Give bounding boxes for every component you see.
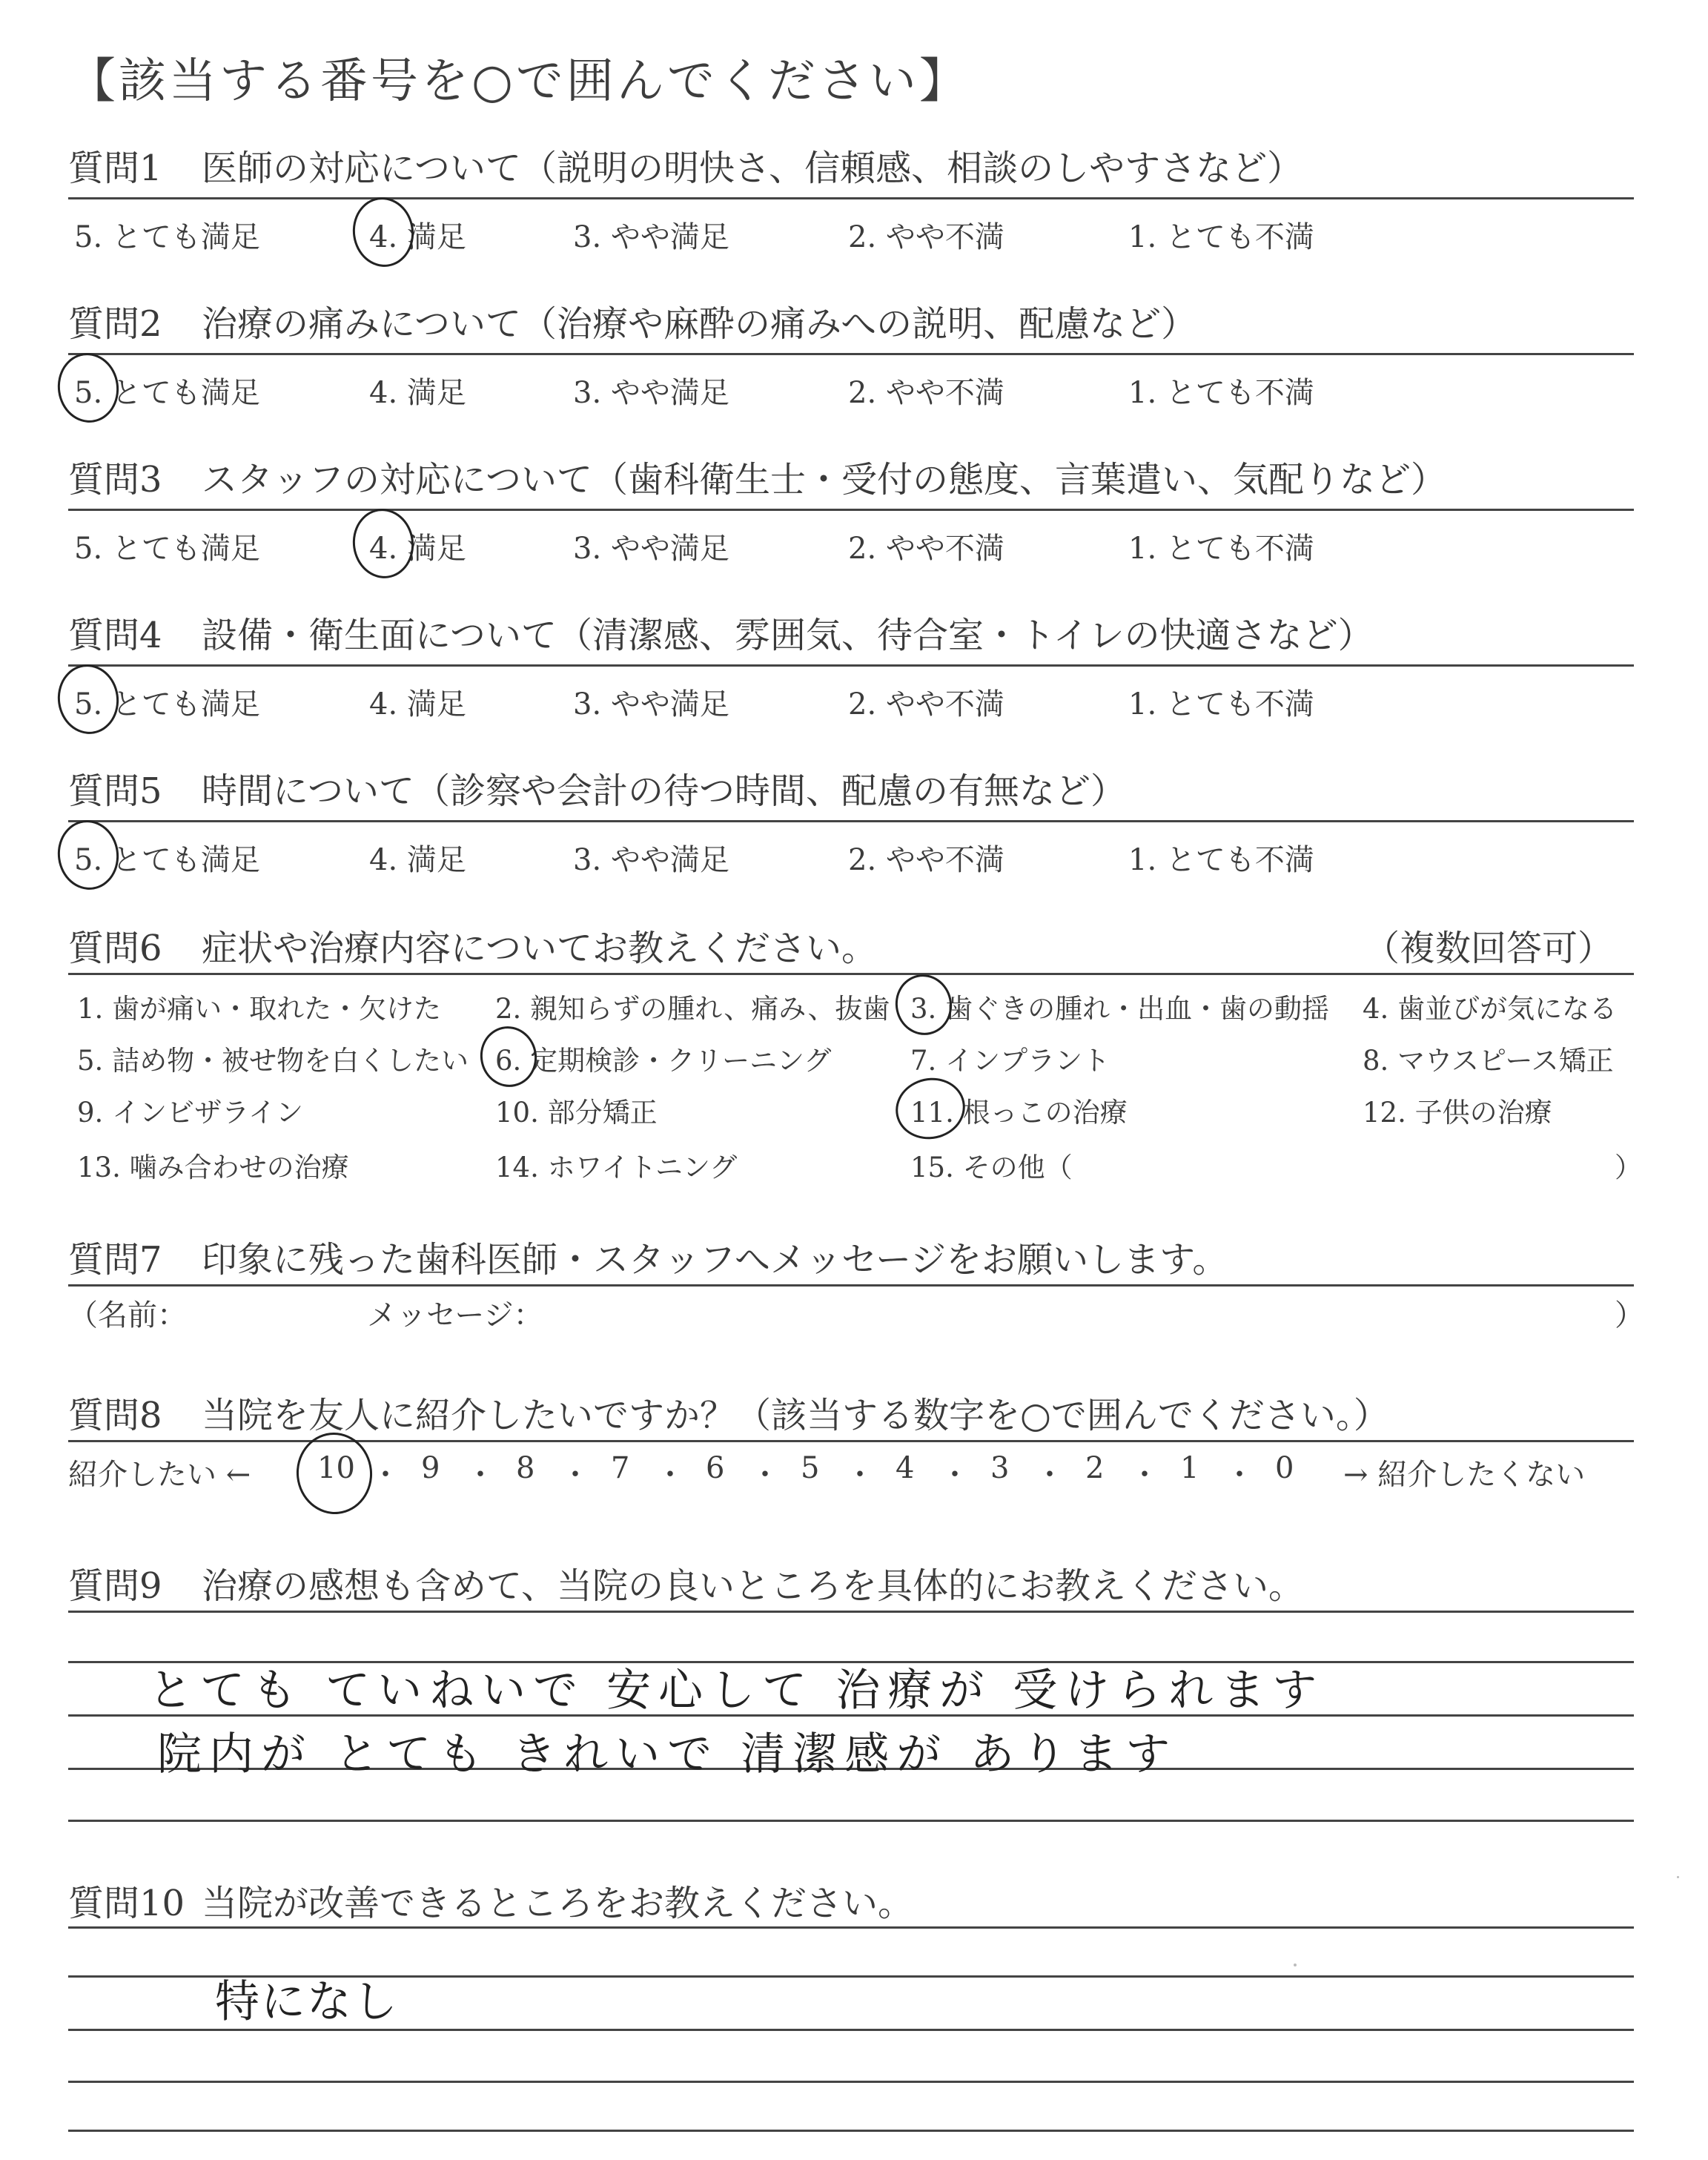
scan-speck (1677, 1876, 1679, 1878)
q6-option-1[interactable]: 1. 歯が痛い・取れた・欠けた (77, 993, 442, 1025)
q8-number: 質問8 (68, 1395, 162, 1436)
q2-option-4[interactable]: 4. 満足 (369, 376, 466, 410)
q6-option-2[interactable]: 2. 親知らずの腫れ、痛み、抜歯 (495, 993, 890, 1025)
q8-separator: ・ (655, 1458, 685, 1492)
q8-scale-6[interactable]: 6 (706, 1451, 725, 1485)
q6-rule (68, 973, 1634, 975)
q6-option-13[interactable]: 13. 噛み合わせの治療 (77, 1152, 349, 1183)
q8-text: 当院を友人に紹介したいですか？（該当する数字を○で囲んでください。） (202, 1395, 1389, 1436)
q5-option-5[interactable]: 5. とても満足 (74, 843, 260, 877)
q7-rule (68, 1284, 1634, 1287)
q8-separator: ・ (940, 1458, 970, 1492)
q6-option-10[interactable]: 10. 部分矯正 (495, 1097, 658, 1129)
q7-message-label: メッセージ： (367, 1298, 543, 1332)
q1-option-1[interactable]: 1. とても不満 (1128, 220, 1314, 254)
q6-option-11[interactable]: 11. 根っこの治療 (910, 1097, 1128, 1129)
q4-option-3[interactable]: 3. やや満足 (573, 687, 729, 721)
q2-number: 質問2 (68, 303, 162, 345)
selection-circle (53, 349, 123, 426)
selection-circle (474, 1021, 542, 1092)
q8-separator: ・ (560, 1458, 590, 1492)
q1-option-3[interactable]: 3. やや満足 (573, 220, 729, 254)
q10-rule-4 (68, 2081, 1634, 2083)
q2-option-2[interactable]: 2. やや不満 (848, 376, 1004, 410)
q6-option-5[interactable]: 5. 詰め物・被せ物を白くしたい (77, 1045, 469, 1077)
q7-heading (68, 1231, 1228, 1282)
q8-scale-5[interactable]: 5 (801, 1451, 820, 1485)
q5-option-3[interactable]: 3. やや満足 (573, 843, 729, 877)
q5-number: 質問5 (68, 770, 162, 812)
q10-answer: 特になし (215, 1976, 399, 2028)
selection-circle (53, 661, 123, 738)
q6-option-4[interactable]: 4. 歯並びが気になる (1363, 993, 1618, 1025)
q10-number: 質問10 (68, 1883, 185, 1924)
q6-option-6[interactable]: 6. 定期検診・クリーニング (495, 1045, 832, 1077)
q3-option-4[interactable]: 4. 満足 (369, 532, 466, 566)
q6-option-12[interactable]: 12. 子供の治療 (1363, 1097, 1552, 1129)
q3-number: 質問3 (68, 459, 162, 501)
q7-name-label: （名前： (68, 1298, 187, 1332)
q8-scale-1[interactable]: 1 (1180, 1451, 1199, 1485)
q1-option-4[interactable]: 4. 満足 (369, 220, 466, 254)
q3-rule (68, 509, 1634, 511)
q5-option-2[interactable]: 2. やや不満 (848, 843, 1004, 877)
q5-rule (68, 820, 1634, 822)
q2-heading (68, 295, 1196, 346)
q8-left-label: 紹介したい ← (68, 1458, 251, 1492)
q6-note: （複数回答可） (1364, 928, 1614, 969)
q1-text: 医師の対応について（説明の明快さ、信頼感、相談のしやすさなど） (202, 148, 1303, 189)
selection-circle (890, 1071, 971, 1146)
q9-text: 治療の感想も含めて、当院の良いところを具体的にお教えください。 (202, 1565, 1305, 1607)
q6-option-14[interactable]: 14. ホワイトニング (495, 1152, 738, 1183)
q3-option-3[interactable]: 3. やや満足 (573, 532, 729, 566)
q7-number: 質問7 (68, 1239, 162, 1281)
selection-circle (348, 505, 418, 582)
q9-answer-line-2: 院内が とても きれいで 清潔感が あります (157, 1728, 1178, 1780)
q1-number: 質問1 (68, 148, 162, 189)
q6-option-9[interactable]: 9. インビザライン (77, 1097, 303, 1129)
q8-scale-3[interactable]: 3 (990, 1451, 1010, 1485)
q10-rule-1 (68, 1926, 1634, 1929)
q3-option-5[interactable]: 5. とても満足 (74, 532, 260, 566)
q5-text: 時間について（診察や会計の待つ時間、配慮の有無など） (202, 770, 1127, 812)
q8-scale-4[interactable]: 4 (896, 1451, 915, 1485)
q8-separator: ・ (466, 1458, 495, 1492)
q7-text: 印象に残った歯科医師・スタッフへメッセージをお願いします。 (202, 1239, 1228, 1281)
q8-right-label: → 紹介したくない (1343, 1458, 1586, 1492)
selection-circle (53, 816, 123, 894)
q4-text: 設備・衛生面について（清潔感、雰囲気、待合室・トイレの快適さなど） (202, 615, 1374, 656)
q8-rule (68, 1440, 1634, 1442)
q4-option-4[interactable]: 4. 満足 (369, 687, 466, 721)
q1-rule (68, 197, 1634, 199)
q8-heading (68, 1387, 1389, 1438)
selection-circle (890, 969, 957, 1040)
q4-option-5[interactable]: 5. とても満足 (74, 687, 260, 721)
q7-close: ） (1615, 1298, 1644, 1332)
q10-heading (68, 1875, 913, 1926)
q6-heading (68, 919, 877, 971)
q1-option-5[interactable]: 5. とても満足 (74, 220, 260, 254)
form-title: 【該当する番号を○で囲んでください】 (68, 54, 970, 109)
q9-rule-5 (68, 1820, 1634, 1822)
q8-scale-8[interactable]: 8 (516, 1451, 535, 1485)
q8-separator: ・ (371, 1458, 400, 1492)
q3-option-1[interactable]: 1. とても不満 (1128, 532, 1314, 566)
q9-answer-line-1: とても ていねいで 安心して 治療が 受けられます (148, 1665, 1325, 1717)
scan-speck (1294, 1964, 1297, 1966)
q3-heading (68, 451, 1446, 502)
q1-option-2[interactable]: 2. やや不満 (848, 220, 1004, 254)
q4-option-2[interactable]: 2. やや不満 (848, 687, 1004, 721)
q8-scale-2[interactable]: 2 (1085, 1451, 1105, 1485)
q6-text: 症状や治療内容についてお教えください。 (202, 928, 878, 969)
q9-rule-1 (68, 1611, 1634, 1613)
q2-text: 治療の痛みについて（治療や麻酔の痛みへの説明、配慮など） (202, 303, 1197, 345)
q4-rule (68, 664, 1634, 667)
q4-heading (68, 607, 1374, 658)
q10-text: 当院が改善できるところをお教えください。 (202, 1883, 914, 1924)
q8-separator: ・ (1035, 1458, 1065, 1492)
q8-scale-0[interactable]: 0 (1275, 1451, 1294, 1485)
selection-circle (348, 194, 418, 271)
q3-text: スタッフの対応について（歯科衛生士・受付の態度、言葉遣い、気配りなど） (202, 459, 1447, 501)
q9-number: 質問9 (68, 1565, 162, 1607)
q6-option-3[interactable]: 3. 歯ぐきの腫れ・出血・歯の動揺 (910, 993, 1330, 1025)
q2-rule (68, 353, 1634, 355)
q5-heading (68, 762, 1126, 813)
q2-option-1[interactable]: 1. とても不満 (1128, 376, 1314, 410)
q2-option-3[interactable]: 3. やや満足 (573, 376, 729, 410)
q8-separator: ・ (750, 1458, 780, 1492)
q4-number: 質問4 (68, 615, 162, 656)
q8-scale-7[interactable]: 7 (611, 1451, 630, 1485)
q6-option-15[interactable]: 15. その他（ (910, 1152, 1073, 1183)
q6-number: 質問6 (68, 928, 162, 969)
q2-option-5[interactable]: 5. とても満足 (74, 376, 260, 410)
q3-option-2[interactable]: 2. やや不満 (848, 532, 1004, 566)
q5-option-1[interactable]: 1. とても不満 (1128, 843, 1314, 877)
q6-option-8[interactable]: 8. マウスピース矯正 (1363, 1045, 1614, 1077)
q1-heading (68, 139, 1302, 191)
q6-other-close: ） (1615, 1152, 1642, 1183)
q5-option-4[interactable]: 4. 満足 (369, 843, 466, 877)
q6-option-7[interactable]: 7. インプラント (910, 1045, 1110, 1077)
q10-rule-5 (68, 2130, 1634, 2132)
q8-scale-10[interactable]: 10 (317, 1451, 355, 1485)
q4-option-1[interactable]: 1. とても不満 (1128, 687, 1314, 721)
q9-heading (68, 1557, 1304, 1608)
q8-separator: ・ (845, 1458, 875, 1492)
q8-separator: ・ (1130, 1458, 1159, 1492)
q8-separator: ・ (1225, 1458, 1254, 1492)
q8-scale-9[interactable]: 9 (421, 1451, 440, 1485)
